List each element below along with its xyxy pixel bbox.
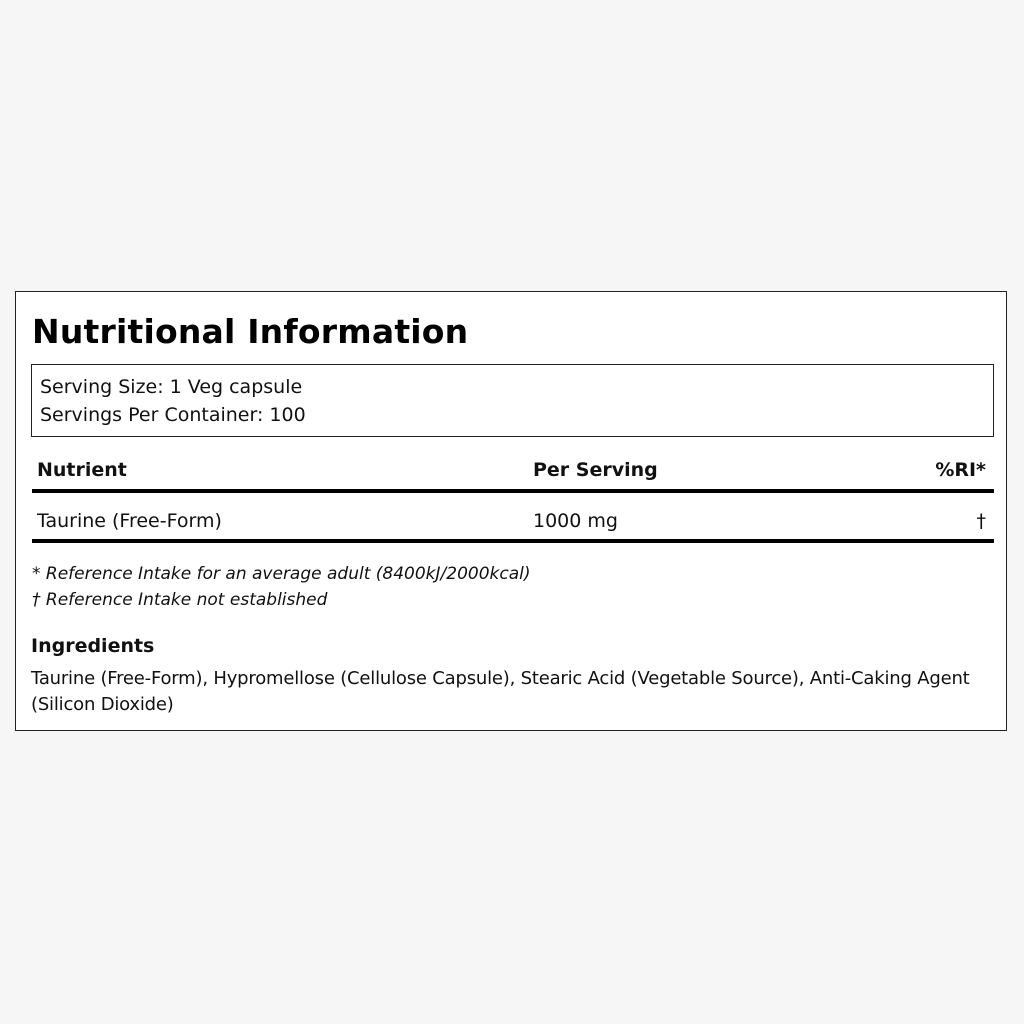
footnote-not-established: † Reference Intake not established: [32, 590, 328, 610]
nutrition-panel: [15, 291, 1007, 731]
header-nutrient: Nutrient: [37, 459, 127, 481]
serving-size: Serving Size: 1 Veg capsule: [40, 376, 303, 398]
header-divider: [32, 489, 994, 493]
header-ri: %RI*: [935, 459, 986, 481]
panel-title: Nutritional Information: [32, 312, 469, 351]
row-nutrient: Taurine (Free-Form): [37, 510, 222, 532]
row-ri: †: [976, 510, 986, 532]
row-per-serving: 1000 mg: [533, 510, 618, 532]
footnote-reference-intake: * Reference Intake for an average adult (8400kJ/2000kcal): [32, 564, 531, 584]
table-bottom-divider: [32, 539, 994, 543]
ingredients-text: Taurine (Free-Form), Hypromellose (Cellulose Capsule), Stearic Acid (Vegetable Source), Anti-Caking Agent (Silicon Dioxide): [31, 668, 970, 715]
serving-info-box: [31, 364, 994, 437]
servings-per-container: Servings Per Container: 100: [40, 404, 306, 426]
header-per-serving: Per Serving: [533, 459, 658, 481]
ingredients-title: Ingredients: [31, 635, 155, 657]
